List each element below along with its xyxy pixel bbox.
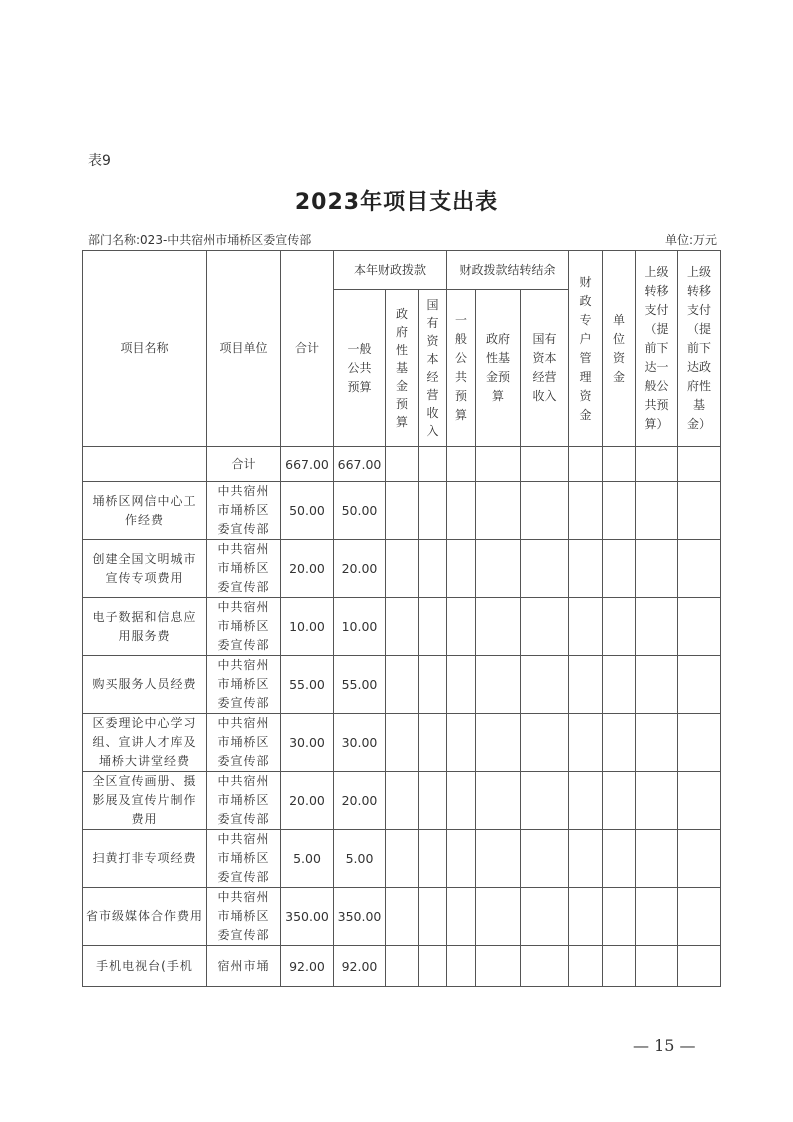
empty-cell: [521, 656, 569, 714]
empty-cell: [636, 772, 678, 830]
header-transfer-gov-fund: 上级 转移 支付 （提 前下 达政 府性 基 金）: [678, 251, 721, 447]
table-row: [83, 482, 721, 540]
empty-cell: [476, 540, 521, 598]
project-total: 20.00: [281, 772, 334, 830]
empty-cell: [447, 598, 476, 656]
project-general-budget: 350.00: [334, 888, 386, 946]
empty-cell: [603, 946, 636, 987]
table-row: [83, 772, 721, 830]
project-general-budget: 5.00: [334, 830, 386, 888]
project-org: 中共宿州 市埇桥区 委宣传部: [207, 598, 281, 656]
empty-cell: [678, 888, 721, 946]
empty-cell: [447, 714, 476, 772]
project-org: 中共宿州 市埇桥区 委宣传部: [207, 540, 281, 598]
header-special-account: 财 政 专 户 管 理 资 金: [569, 251, 603, 447]
empty-cell: [521, 772, 569, 830]
unit-label: 单位:万元: [664, 233, 717, 247]
empty-cell: [419, 656, 447, 714]
empty-cell: [447, 540, 476, 598]
project-name: 省市级媒体合作费用: [83, 888, 207, 946]
empty-cell: [603, 714, 636, 772]
empty-cell: [678, 598, 721, 656]
empty-cell: [636, 482, 678, 540]
table-label: 表9: [88, 153, 111, 169]
total-row: [83, 447, 721, 482]
empty-cell: [419, 946, 447, 987]
project-name: 手机电视台(手机: [83, 946, 207, 987]
empty-cell: [386, 656, 419, 714]
project-total: 50.00: [281, 482, 334, 540]
project-total: 5.00: [281, 830, 334, 888]
header-cur-gov-fund: 政 府 性 基 金 预 算: [386, 290, 419, 447]
table-row: [83, 714, 721, 772]
empty-cell: [603, 598, 636, 656]
header-group-current: 本年财政拨款: [334, 251, 447, 290]
project-name: 埇桥区网信中心工 作经费: [83, 482, 207, 540]
header-group-carry: 财政拨款结转结余: [447, 251, 569, 290]
empty-cell: [521, 482, 569, 540]
empty-cell: [636, 830, 678, 888]
project-name: 扫黄打非专项经费: [83, 830, 207, 888]
project-general-budget: 55.00: [334, 656, 386, 714]
project-total: 20.00: [281, 540, 334, 598]
empty-cell: [636, 656, 678, 714]
project-org: 中共宿州 市埇桥区 委宣传部: [207, 656, 281, 714]
total-row-total: 667.00: [281, 447, 334, 482]
project-org: 中共宿州 市埇桥区 委宣传部: [207, 830, 281, 888]
empty-cell: [678, 540, 721, 598]
empty-cell: [419, 540, 447, 598]
empty-cell: [636, 888, 678, 946]
project-org: 中共宿州 市埇桥区 委宣传部: [207, 888, 281, 946]
empty-cell: [386, 772, 419, 830]
empty-cell: [678, 772, 721, 830]
table-row: [83, 830, 721, 888]
project-general-budget: 10.00: [334, 598, 386, 656]
project-org: 中共宿州 市埇桥区 委宣传部: [207, 772, 281, 830]
project-name: 购买服务人员经费: [83, 656, 207, 714]
empty-cell: [603, 447, 636, 482]
total-row-label: 合计: [207, 447, 281, 482]
empty-cell: [419, 714, 447, 772]
project-expenditure-table: [82, 250, 721, 987]
empty-cell: [386, 598, 419, 656]
empty-cell: [447, 482, 476, 540]
empty-cell: [569, 447, 603, 482]
table-row: [83, 540, 721, 598]
empty-cell: [386, 540, 419, 598]
header-carry-state-capital: 国有 资本 经营 收入: [521, 290, 569, 447]
empty-cell: [419, 598, 447, 656]
empty-cell: [521, 888, 569, 946]
empty-cell: [569, 888, 603, 946]
empty-cell: [386, 447, 419, 482]
empty-cell: [521, 540, 569, 598]
empty-cell: [447, 888, 476, 946]
empty-cell: [678, 656, 721, 714]
empty-cell: [569, 714, 603, 772]
table-row: [83, 598, 721, 656]
empty-cell: [386, 830, 419, 888]
empty-cell: [678, 714, 721, 772]
header-name: 项目名称: [83, 251, 207, 447]
total-row-general: 667.00: [334, 447, 386, 482]
empty-cell: [476, 830, 521, 888]
empty-cell: [521, 714, 569, 772]
empty-cell: [569, 772, 603, 830]
header-total: 合计: [281, 251, 334, 447]
project-total: 30.00: [281, 714, 334, 772]
empty-cell: [419, 888, 447, 946]
project-total: 55.00: [281, 656, 334, 714]
empty-cell: [419, 830, 447, 888]
table-row: [83, 946, 721, 987]
page-number: — 15 —: [633, 1036, 696, 1055]
table-row: [83, 888, 721, 946]
empty-cell: [569, 540, 603, 598]
empty-cell: [636, 714, 678, 772]
empty-cell: [476, 946, 521, 987]
empty-cell: [521, 946, 569, 987]
empty-cell: [603, 772, 636, 830]
header-cur-state-capital: 国 有 资 本 经 营 收 入: [419, 290, 447, 447]
empty-cell: [603, 656, 636, 714]
header-carry-general: 一 般 公 共 预 算: [447, 290, 476, 447]
empty-cell: [476, 482, 521, 540]
empty-cell: [386, 714, 419, 772]
empty-cell: [678, 946, 721, 987]
header-carry-gov-fund: 政府 性基 金预 算: [476, 290, 521, 447]
empty-cell: [476, 598, 521, 656]
empty-cell: [476, 656, 521, 714]
empty-cell: [678, 447, 721, 482]
empty-cell: [603, 888, 636, 946]
empty-cell: [569, 830, 603, 888]
empty-cell: [569, 656, 603, 714]
empty-cell: [678, 482, 721, 540]
empty-cell: [603, 830, 636, 888]
empty-cell: [636, 946, 678, 987]
empty-cell: [447, 447, 476, 482]
project-general-budget: 30.00: [334, 714, 386, 772]
empty-cell: [476, 447, 521, 482]
project-general-budget: 20.00: [334, 772, 386, 830]
project-org: 宿州市埇: [207, 946, 281, 987]
empty-cell: [569, 482, 603, 540]
project-total: 10.00: [281, 598, 334, 656]
project-name: 创建全国文明城市 宣传专项费用: [83, 540, 207, 598]
page-title: 2023年项目支出表: [294, 190, 499, 215]
empty-cell: [386, 482, 419, 540]
empty-cell: [447, 830, 476, 888]
empty-cell: [603, 482, 636, 540]
empty-cell: [569, 946, 603, 987]
total-row-name: [83, 447, 207, 482]
empty-cell: [447, 656, 476, 714]
empty-cell: [419, 772, 447, 830]
empty-cell: [636, 447, 678, 482]
project-general-budget: 20.00: [334, 540, 386, 598]
header-transfer-general: 上级 转移 支付 （提 前下 达一 般公 共预 算）: [636, 251, 678, 447]
project-total: 350.00: [281, 888, 334, 946]
empty-cell: [678, 830, 721, 888]
table-row: [83, 656, 721, 714]
empty-cell: [476, 772, 521, 830]
empty-cell: [636, 598, 678, 656]
header-cur-general: 一般 公共 预算: [334, 290, 386, 447]
project-org: 中共宿州 市埇桥区 委宣传部: [207, 482, 281, 540]
header-unit-funds: 单 位 资 金: [603, 251, 636, 447]
empty-cell: [476, 714, 521, 772]
header-org: 项目单位: [207, 251, 281, 447]
department-name: 部门名称:023-中共宿州市埇桥区委宣传部: [88, 233, 312, 247]
empty-cell: [447, 946, 476, 987]
project-name: 全区宣传画册、摄 影展及宣传片制作 费用: [83, 772, 207, 830]
empty-cell: [521, 598, 569, 656]
project-general-budget: 92.00: [334, 946, 386, 987]
project-name: 区委理论中心学习 组、宣讲人才库及 埇桥大讲堂经费: [83, 714, 207, 772]
empty-cell: [386, 888, 419, 946]
empty-cell: [419, 447, 447, 482]
empty-cell: [521, 447, 569, 482]
empty-cell: [636, 540, 678, 598]
project-general-budget: 50.00: [334, 482, 386, 540]
project-org: 中共宿州 市埇桥区 委宣传部: [207, 714, 281, 772]
empty-cell: [386, 946, 419, 987]
project-total: 92.00: [281, 946, 334, 987]
empty-cell: [521, 830, 569, 888]
empty-cell: [419, 482, 447, 540]
empty-cell: [569, 598, 603, 656]
project-name: 电子数据和信息应 用服务费: [83, 598, 207, 656]
empty-cell: [603, 540, 636, 598]
empty-cell: [476, 888, 521, 946]
empty-cell: [447, 772, 476, 830]
